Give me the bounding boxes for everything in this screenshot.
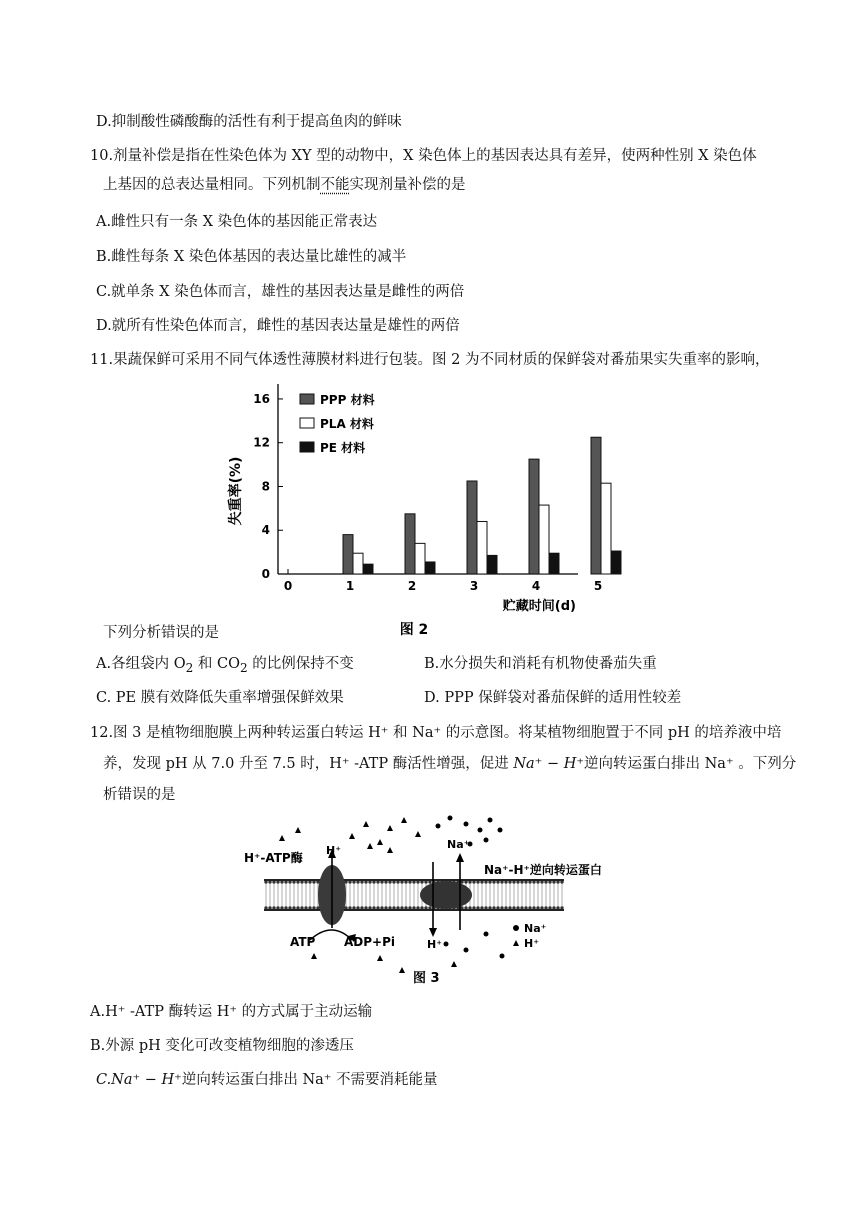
q11-opt-a-text: A.各组袋内 O xyxy=(96,656,186,672)
q12-stem-line2 xyxy=(103,754,796,774)
h-ion xyxy=(401,817,407,823)
x-tick-label: 5 xyxy=(593,579,603,593)
na-ion xyxy=(478,828,483,833)
subscript: 2 xyxy=(239,660,248,675)
legend-h-triangle xyxy=(513,940,519,946)
na-ion xyxy=(498,828,503,833)
x-tick-label: 3 xyxy=(469,579,479,593)
na-h-antiporter xyxy=(420,881,472,909)
legend-swatch xyxy=(300,418,314,428)
bar-ppp xyxy=(591,437,601,574)
bar-pla xyxy=(601,483,611,574)
q12-stem-part: 逆向转运蛋白排出 Na⁺ 。下列分 xyxy=(584,756,797,772)
bar-pe xyxy=(611,551,621,574)
legend-label: PE 材料 xyxy=(320,441,366,455)
h-ion xyxy=(367,843,373,849)
na-ion xyxy=(444,942,449,947)
bar-pe xyxy=(425,562,435,574)
h-ion xyxy=(349,833,355,839)
legend-swatch xyxy=(300,442,314,452)
h-ion xyxy=(387,847,393,853)
label-h-top: H⁺ xyxy=(326,844,342,857)
x-axis-label: 贮藏时间(d) xyxy=(502,599,576,614)
bar-pla xyxy=(539,505,549,574)
h-ion xyxy=(415,831,421,837)
q11-stem: 11.果蔬保鲜可采用不同气体透性薄膜材料进行包装。图 2 为不同材质的保鲜袋对番茄果实失重率的影响， xyxy=(90,352,770,368)
bar-ppp xyxy=(467,481,477,574)
label-na-top: Na⁺ xyxy=(447,838,470,851)
q11-option-a xyxy=(96,654,354,678)
h-ion xyxy=(363,821,369,827)
q11-option-b: B.水分损失和消耗有机物使番茄失重 xyxy=(424,656,657,672)
figure-2-caption: 图 2 xyxy=(399,622,429,638)
bar-pe xyxy=(363,564,373,574)
q10-option-d: D.就所有性染色体而言，雌性的基因表达量是雄性的两倍 xyxy=(96,318,460,334)
na-ion xyxy=(436,824,441,829)
h-ion xyxy=(451,961,457,967)
label-antiporter: Na⁺-H⁺逆向转运蛋白 xyxy=(484,863,602,877)
legend-na-dot xyxy=(513,925,519,931)
q10-stem-line2 xyxy=(103,175,466,195)
q12-opt-c-text: 逆向转运蛋白排出 Na⁺ 不需要消耗能量 xyxy=(181,1072,438,1088)
bar-pla xyxy=(415,543,425,574)
label-h-atpase: H⁺-ATP酶 xyxy=(244,851,303,865)
q11-option-d: D. PPP 保鲜袋对番茄保鲜的适用性较差 xyxy=(424,690,682,706)
q9-option-d: D.抑制酸性磷酸酶的活性有利于提高鱼肉的鲜味 xyxy=(96,114,402,130)
q12-option-b: B.外源 pH 变化可改变植物细胞的渗透压 xyxy=(90,1038,354,1054)
bar-ppp xyxy=(343,535,353,574)
y-axis-label: 失重率(%) xyxy=(228,456,244,526)
label-atp: ATP xyxy=(290,935,316,949)
q12-math: C.Na⁺ − H⁺ xyxy=(96,1072,182,1088)
y-tick-label: 4 xyxy=(261,523,270,538)
y-tick-label: 0 xyxy=(261,567,270,581)
q10-stem-part: 上基因的总表达量相同。下列机制 xyxy=(103,177,321,193)
y-tick-label: 8 xyxy=(261,479,270,494)
legend-h-label: H⁺ xyxy=(524,937,540,950)
bar-pe xyxy=(549,553,559,574)
q10-option-a: A.雌性只有一条 X 染色体的基因能正常表达 xyxy=(96,214,378,230)
subscript: 2 xyxy=(185,660,194,675)
bar-ppp xyxy=(405,514,415,574)
figure-3-membrane-diagram xyxy=(240,816,602,988)
q12-option-c xyxy=(96,1070,438,1090)
h-ion xyxy=(377,839,383,845)
bar-pla xyxy=(477,521,487,574)
arrow-head xyxy=(456,853,464,862)
na-ion xyxy=(464,822,469,827)
q12-stem-part: 养，发现 pH 从 7.0 升至 7.5 时，H⁺ -ATP 酶活性增强，促进 xyxy=(103,756,514,772)
x-tick-label: 2 xyxy=(407,579,417,593)
legend-swatch xyxy=(300,394,314,404)
figure-2-bar-chart xyxy=(220,378,603,640)
q12-option-a: A.H⁺ -ATP 酶转运 H⁺ 的方式属于主动运输 xyxy=(90,1004,373,1020)
label-adp: ADP+Pi xyxy=(344,935,396,949)
bar-ppp xyxy=(529,459,539,574)
q11-option-c: C. PE 膜有效降低失重率增强保鲜效果 xyxy=(96,690,344,706)
h-ion xyxy=(387,825,393,831)
q10-option-b: B.雌性每条 X 染色体基因的表达量比雄性的减半 xyxy=(96,249,407,265)
q11-opt-a-text: 的比例保持不变 xyxy=(247,656,354,672)
na-ion xyxy=(500,954,505,959)
q12-stem-line1: 12.图 3 是植物细胞膜上两种转运蛋白转运 H⁺ 和 Na⁺ 的示意图。将某植物细胞置于不同 pH 的培养液中培 xyxy=(90,725,782,741)
q10-emphasis: 不能 xyxy=(320,177,350,193)
q12-stem-line3: 析错误的是 xyxy=(103,787,176,803)
na-ion xyxy=(488,818,493,823)
h-ion xyxy=(295,827,301,833)
na-ion xyxy=(448,816,453,821)
membrane-bilayer xyxy=(264,880,564,910)
h-ion xyxy=(279,835,285,841)
q12-math: Na⁺ − H⁺ xyxy=(513,756,584,772)
bar-pe xyxy=(487,555,497,574)
na-ion xyxy=(484,838,489,843)
legend-label: PLA 材料 xyxy=(320,417,374,431)
legend-label: PPP 材料 xyxy=(320,393,375,407)
q11-opt-a-text: 和 CO xyxy=(193,656,240,672)
x-tick-label: 0 xyxy=(283,579,293,593)
q10-stem-line1: 10.剂量补偿是指在性染色体为 XY 型的动物中，X 染色体上的基因表达具有差异，使两种性别 X 染色体 xyxy=(90,148,757,164)
h-ion xyxy=(377,955,383,961)
x-tick-label: 4 xyxy=(531,579,541,593)
arrow-head xyxy=(429,928,437,937)
na-ion xyxy=(484,932,489,937)
h-ion xyxy=(399,967,405,973)
q11-substem: 下列分析错误的是 xyxy=(103,625,219,641)
y-tick-label: 16 xyxy=(253,391,270,406)
bar-pla xyxy=(353,553,363,574)
figure-3-caption: 图 3 xyxy=(413,971,440,986)
x-tick-label: 1 xyxy=(345,579,355,593)
q10-option-c: C.就单条 X 染色体而言，雄性的基因表达量是雌性的两倍 xyxy=(96,284,465,300)
legend-na-label: Na⁺ xyxy=(524,922,547,935)
na-ion xyxy=(464,948,469,953)
y-tick-label: 12 xyxy=(253,435,270,450)
label-h-bottom: H⁺ xyxy=(427,938,443,951)
h-ion xyxy=(311,953,317,959)
q10-stem-part: 实现剂量补偿的是 xyxy=(349,177,466,193)
